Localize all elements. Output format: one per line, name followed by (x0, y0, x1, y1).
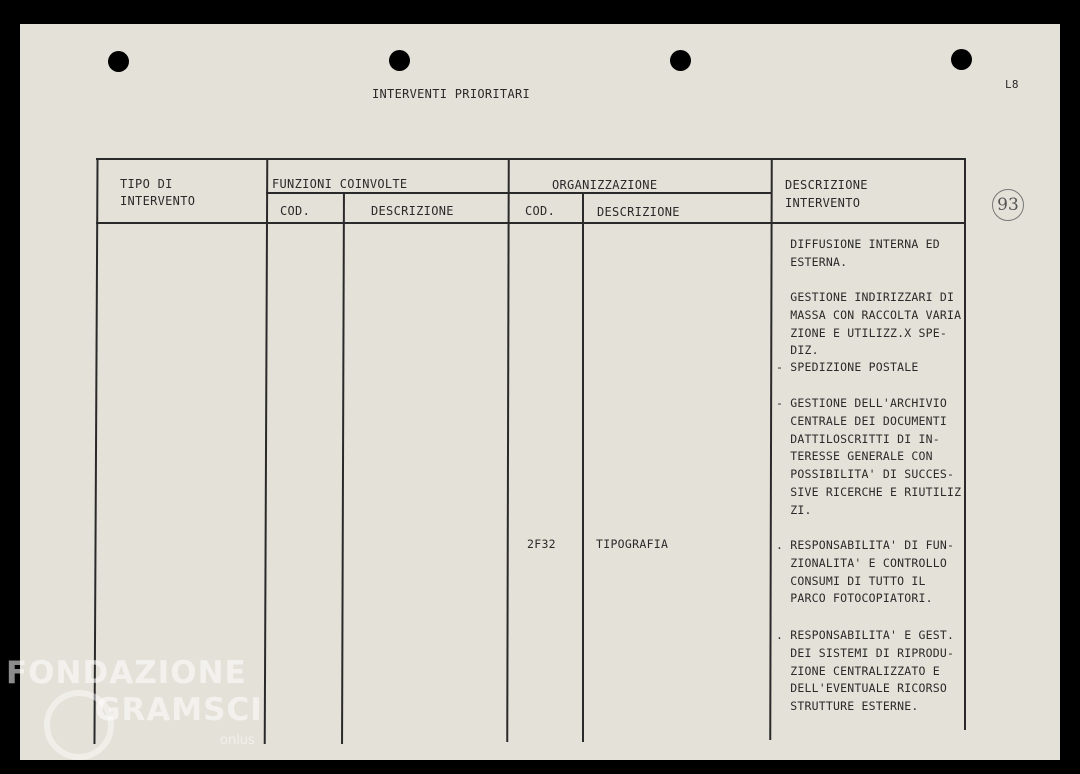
header-organizzazione-cod: COD. (525, 204, 556, 218)
watermark-line1: FONDAZIONE (6, 655, 247, 691)
column-divider (582, 192, 584, 742)
column-divider (506, 158, 509, 742)
intervention-entry: . RESPONSABILITA' E GEST. DEI SISTEMI DI RIPRODU- ZIONE CENTRALIZZATO E DELL'EVENTUALE RICORSO STRUTTURE ESTERNE. (776, 628, 955, 714)
document-title: INTERVENTI PRIORITARI (372, 87, 531, 101)
watermark-line2: GRAMSCI (95, 692, 263, 728)
table-right-border (964, 158, 966, 730)
org-cod-value: 2F32 (527, 537, 556, 551)
header-descrizione-intervento-line2: INTERVENTO (785, 196, 861, 210)
header-tipo-line1: TIPO DI (120, 177, 173, 191)
header-bottom-border (96, 222, 966, 224)
punch-hole (951, 49, 972, 70)
org-descr-value: TIPOGRAFIA (596, 537, 669, 551)
table-top-border (96, 158, 966, 160)
handwritten-page-number: 93 (992, 189, 1024, 221)
intervention-entry: . RESPONSABILITA' DI FUN- ZIONALITA' E CONTROLLO CONSUMI DI TUTTO IL PARCO FOTOCOPIATORI. (776, 538, 955, 606)
header-organizzazione-descrizione: DESCRIZIONE (597, 205, 680, 219)
column-divider (769, 158, 772, 740)
intervention-entry: GESTIONE INDIRIZZARI DI MASSA CON RACCOLTA VARIA ZIONE E UTILIZZ.X SPE- DIZ. (790, 290, 962, 358)
punch-hole (108, 51, 129, 72)
intervention-entry: - SPEDIZIONE POSTALE (776, 360, 919, 374)
header-funzioni-descrizione: DESCRIZIONE (371, 204, 454, 218)
subheader-line (266, 192, 771, 194)
header-descrizione-intervento-line1: DESCRIZIONE (785, 178, 868, 192)
punch-hole (389, 50, 410, 71)
header-organizzazione: ORGANIZZAZIONE (552, 178, 658, 192)
watermark-line3: onlus (220, 733, 255, 748)
page-number: L8 (1005, 78, 1019, 91)
intervention-entry: DIFFUSIONE INTERNA ED ESTERNA. (790, 237, 940, 269)
header-funzioni-cod: COD. (280, 204, 311, 218)
header-funzioni-coinvolte: FUNZIONI COINVOLTE (272, 177, 408, 191)
punch-hole (670, 50, 691, 71)
header-tipo-line2: INTERVENTO (120, 194, 196, 208)
column-divider (264, 158, 268, 744)
document-page (20, 24, 1060, 760)
column-divider (341, 192, 344, 744)
intervention-entry: - GESTIONE DELL'ARCHIVIO CENTRALE DEI DOCUMENTI DATTILOSCRITTI DI IN- TERESSE GENERALE CON POSSIBILITA' DI SUCCES- SIVE RICERCHE E RIUTILIZ ZI. (776, 396, 962, 517)
